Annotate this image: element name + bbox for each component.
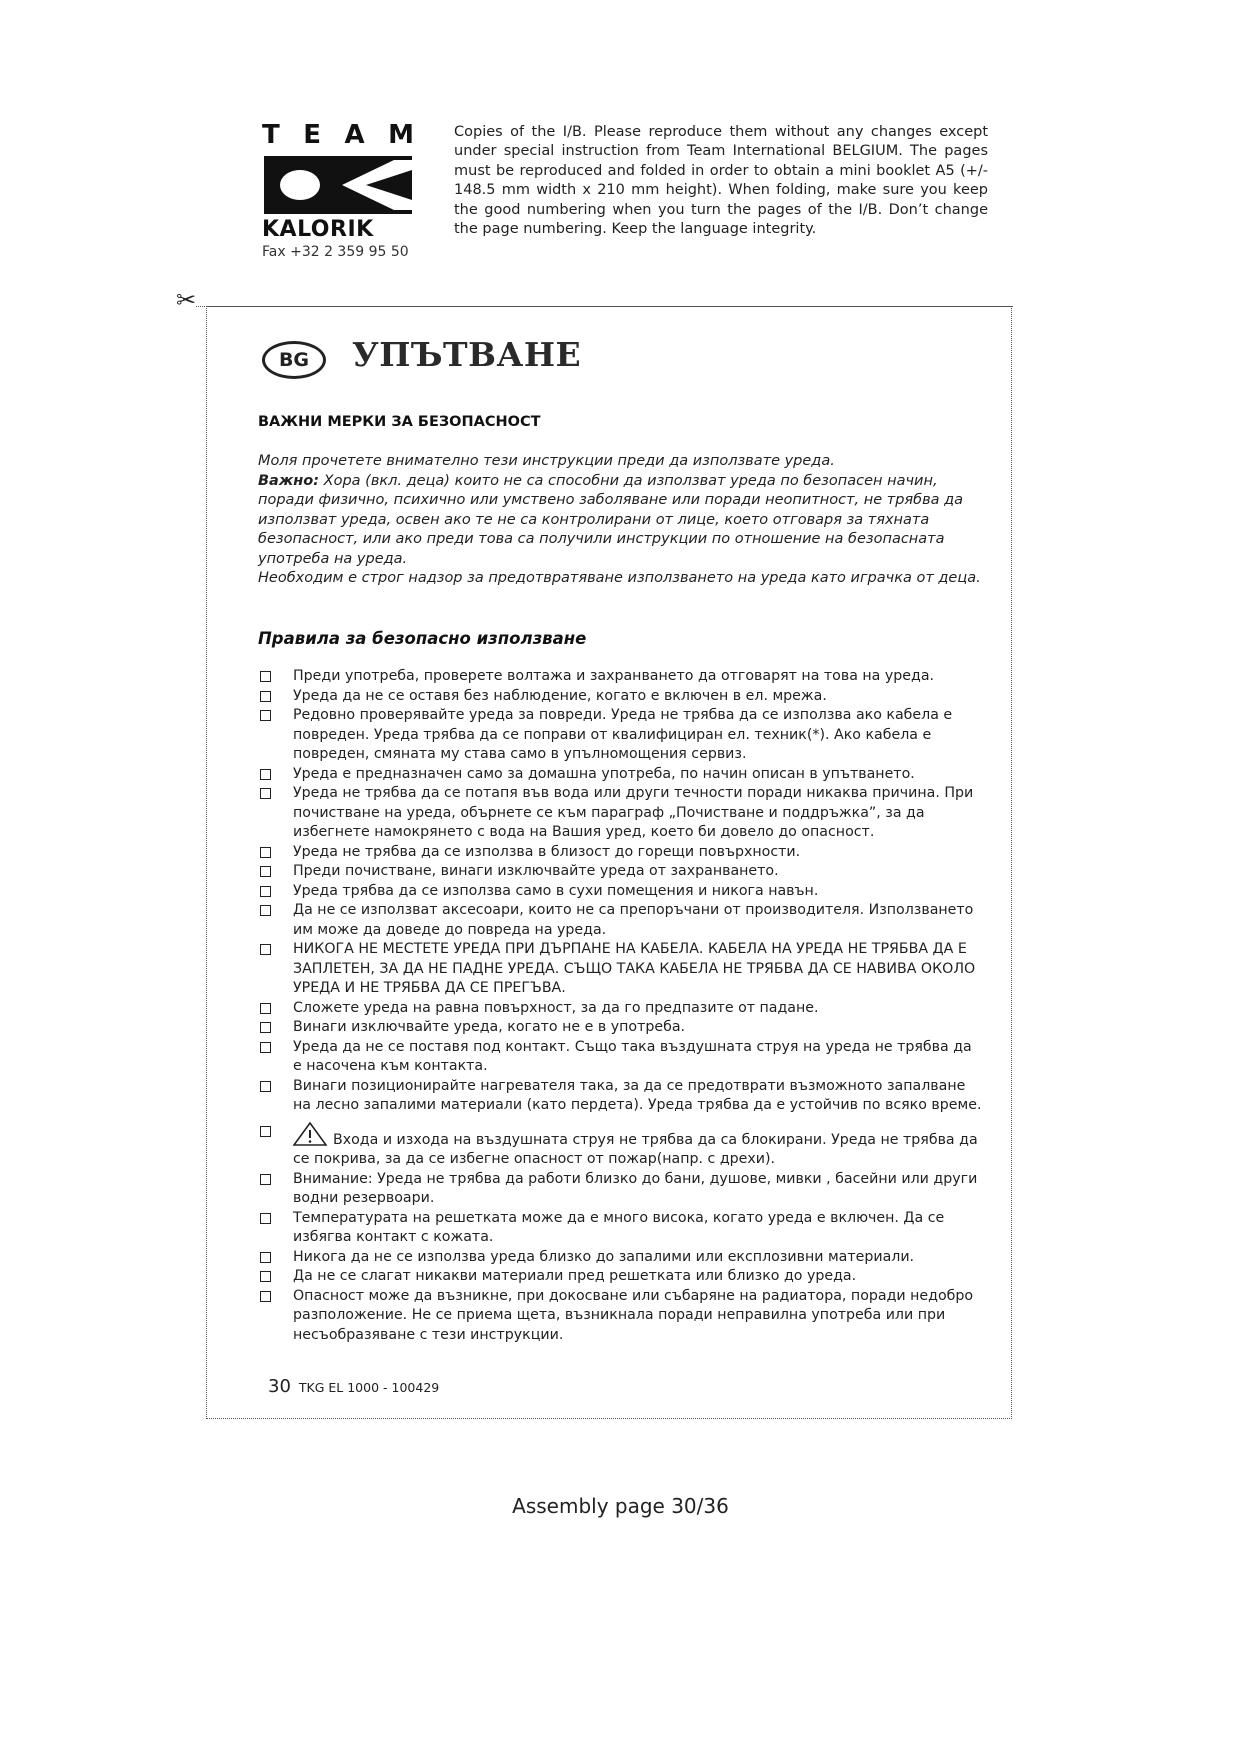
checkbox-bullet-icon <box>260 905 271 916</box>
checkbox-bullet-icon <box>260 671 271 682</box>
kalorik-k-mark-icon <box>264 156 412 214</box>
scissors-icon: ✂ <box>176 286 197 314</box>
list-item: Преди почистване, винаги изключвайте уреда от захранването. <box>258 862 982 882</box>
list-item: Винаги позиционирайте нагревателя така, за да се предотврати възможното запалване на лесно запалими материали (като пердета). Уреда трябва да е устойчив по всяко време. <box>258 1077 982 1116</box>
rules-heading: Правила за безопасно използване <box>258 629 587 648</box>
intro-important <box>258 472 982 570</box>
list-item: Преди употреба, проверете волтажа и захранването да отговарят на това на уреда. <box>258 667 982 687</box>
page-number: 30 <box>268 1376 291 1397</box>
list-item: Опасност може да възникне, при докосване или събаряне на радиатора, поради недобро разположение. Не се приема щета, възникнала поради неправилна употреба или при несъобразяване с тези инструкции. <box>258 1287 982 1346</box>
language-badge: BG <box>262 341 326 379</box>
checkbox-bullet-icon <box>260 788 271 799</box>
checkbox-bullet-icon <box>260 1003 271 1014</box>
list-item: Да не се използват аксесоари, които не са препоръчани от производителя. Използването им може да доведе до повреда на уреда. <box>258 901 982 940</box>
important-label: Важно: <box>258 472 320 489</box>
assembly-page-label: Assembly page 30/36 <box>512 1494 729 1518</box>
list-item: Винаги изключвайте уреда, когато не е в употреба. <box>258 1018 982 1038</box>
kalorik-logo <box>262 122 414 242</box>
manual-title: УПЪТВАНЕ <box>352 335 582 374</box>
checkbox-bullet-icon <box>260 1213 271 1224</box>
list-item: Внимание: Уреда не трябва да работи близко до бани, душове, мивки , басейни или други водни резервоари. <box>258 1170 982 1209</box>
checkbox-bullet-icon <box>260 1042 271 1053</box>
list-item: Редовно проверявайте уреда за повреди. Уреда не трябва да се използва ако кабела е повреден. Уреда трябва да се поправи от квалифициран ел. техник(*). Ако кабела е повреден, смяната му става само в упълномощения сервиз. <box>258 706 982 765</box>
list-item: НИКОГА НЕ МЕСТЕТЕ УРЕДА ПРИ ДЪРПАНЕ НА КАБЕЛА. КАБЕЛА НА УРЕДА НЕ ТРЯБВА ДА Е ЗАПЛЕТЕН, ЗА ДА НЕ ПАДНЕ УРЕДА. СЪЩО ТАКА КАБЕЛА НЕ ТРЯБВА ДА СЕ НАВИВА ОКОЛО УРЕДА И НЕ ТРЯБВА ДА СЕ ПРЕГЪВА. <box>258 940 982 999</box>
checkbox-bullet-icon <box>260 1174 271 1185</box>
document-code: TKG EL 1000 - 100429 <box>298 1380 440 1395</box>
list-item: Никога да не се използва уреда близко до запалими или експлозивни материали. <box>258 1248 982 1268</box>
checkbox-bullet-icon <box>260 710 271 721</box>
fax-number: Fax +32 2 359 95 50 <box>262 244 409 260</box>
intro-read-instructions: Моля прочетете внимателно тези инструкции преди да използвате уреда. <box>258 453 835 469</box>
safety-rules-list <box>258 667 982 1345</box>
list-item: Входа и изхода на въздушната струя не трябва да са блокирани. Уреда не трябва да се покрива, за да се избегне опасност от пожар(напр. с дрехи). <box>258 1122 982 1170</box>
checkbox-bullet-icon <box>260 769 271 780</box>
safety-heading: ВАЖНИ МЕРКИ ЗА БЕЗОПАСНОСТ <box>258 414 541 430</box>
checkbox-bullet-icon <box>260 866 271 877</box>
reproduction-note: Copies of the I/B. Please reproduce them without any changes except under special instruction from Team International BELGIUM. The pages must be reproduced and folded in order to obtain a mini booklet A5 (+/- 148.5 mm width x 210 mm height). When folding, make sure you keep the good numbering when you turn the pages of the I/B. Don’t change the page numbering. Keep the language integrity. <box>454 124 988 238</box>
list-item: Уреда да не се оставя без наблюдение, когато е включен в ел. мрежа. <box>258 687 982 707</box>
list-item: Уреда е предназначен само за домашна употреба, по начин описан в упътването. <box>258 765 982 785</box>
list-item: Да не се слагат никакви материали пред решетката или близко до уреда. <box>258 1267 982 1287</box>
intro-supervision: Необходим е строг надзор за предотвратяване използването на уреда като играчка от деца. <box>258 570 981 586</box>
checkbox-bullet-icon <box>260 1291 271 1302</box>
safety-intro <box>258 452 982 589</box>
checkbox-bullet-icon <box>260 886 271 897</box>
list-item: Температурата на решетката може да е много висока, когато уреда е включен. Да се избягва контакт с кожата. <box>258 1209 982 1248</box>
important-text: Хора (вкл. деца) които не са способни да използват уреда по безопасен начин, поради физично, психично или умствено заболяване или поради неопитност, не трябва да използват уреда, освен ако те не са контролирани от лице, което отговаря за тяхната безопасност, или ако преди това са получили инструкции по отношение на безопасната употреба на уреда. <box>258 472 964 567</box>
page-footer <box>268 1376 439 1397</box>
checkbox-bullet-icon <box>260 1126 271 1137</box>
list-item: Уреда да не се поставя под контакт. Също така въздушната струя на уреда не трябва да е насочена към контакта. <box>258 1038 982 1077</box>
checkbox-bullet-icon <box>260 1022 271 1033</box>
warning-triangle-icon <box>293 1122 327 1146</box>
checkbox-bullet-icon <box>260 847 271 858</box>
logo-team-text: T E A M <box>262 120 414 150</box>
logo-kalorik-text: KALORIK <box>262 217 374 242</box>
checkbox-bullet-icon <box>260 1081 271 1092</box>
checkbox-bullet-icon <box>260 1271 271 1282</box>
list-item: Уреда трябва да се използва само в сухи помещения и никога навън. <box>258 882 982 902</box>
list-item: Уреда не трябва да се използва в близост до горещи повърхности. <box>258 843 982 863</box>
checkbox-bullet-icon <box>260 1252 271 1263</box>
list-item: Уреда не трябва да се потапя във вода или други течности поради никаква причина. При почистване на уреда, обърнете се към параграф „Почистване и поддръжка”, за да избегнете намокрянето с вода на Вашия уред, което би довело до опасност. <box>258 784 982 843</box>
checkbox-bullet-icon <box>260 691 271 702</box>
checkbox-bullet-icon <box>260 944 271 955</box>
list-item: Сложете уреда на равна повърхност, за да го предпазите от падане. <box>258 999 982 1019</box>
